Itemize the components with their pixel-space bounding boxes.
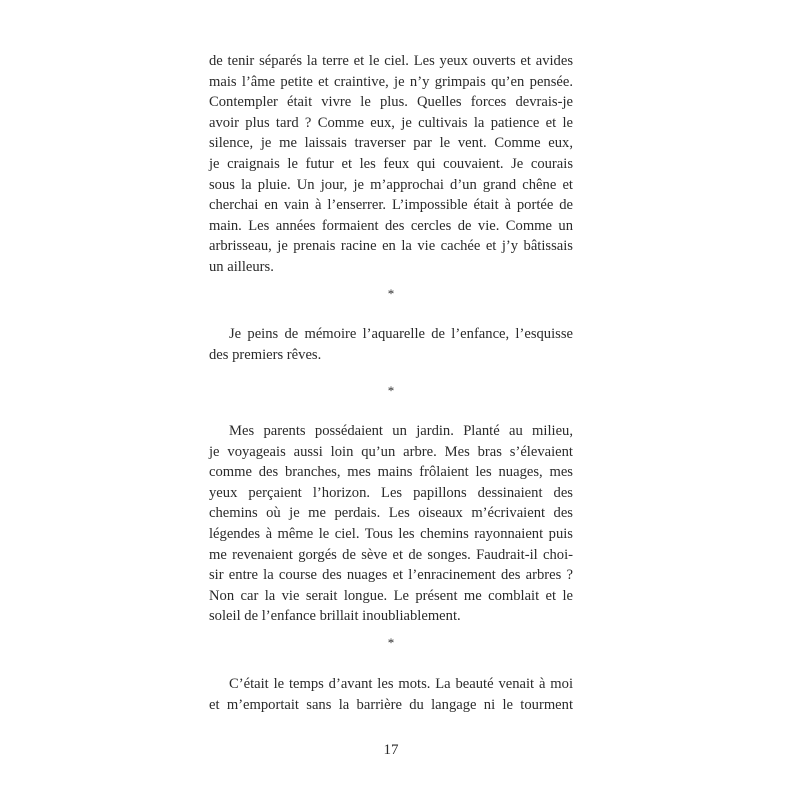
paragraph-2 <box>209 324 573 365</box>
text-line: silence, je me laissais traverser par le vent. Comme eux, <box>209 135 573 152</box>
text-line: C’était le temps d’avant les mots. La beauté venait à moi <box>229 676 573 692</box>
text-line: je voyageais aussi loin qu’un arbre. Mes bras s’élevaient <box>209 443 573 460</box>
text-line: légendes à même le ciel. Tous les chemins rayonnaient puis <box>209 525 573 542</box>
text-line: avoir plus tard ? Comme eux, je cultivais la patience et le <box>209 114 573 131</box>
paragraph-text <box>209 674 573 715</box>
section-separator: * <box>387 383 395 398</box>
text-line: me revenaient gorgés de sève et de songes. Faudrait-il choi- <box>209 546 573 563</box>
text-line: chemins où je me perdais. Les oiseaux m’écrivaient des <box>209 505 573 522</box>
page-number: 17 <box>383 742 399 758</box>
text-line: Mes parents possédaient un jardin. Planté au milieu, <box>229 423 573 439</box>
paragraph-3 <box>209 421 573 627</box>
text-line: sous la pluie. Un jour, je m’approchai d’un grand chêne et <box>209 176 573 193</box>
text-line: comme des branches, mes mains frôlaient les nuages, mes <box>209 464 573 481</box>
text-line: je craignais le futur et les feux qui couvaient. Je courais <box>209 155 573 172</box>
paragraph-text <box>209 51 573 278</box>
paragraph-1 <box>209 51 573 278</box>
text-line: un ailleurs. <box>209 258 274 275</box>
text-line: mais l’âme petite et craintive, je n’y grimpais qu’en pensée. <box>209 73 573 90</box>
text-line: et m’emportait sans la barrière du langage ni le tourment <box>209 696 573 713</box>
text-line: cherchai en vain à l’enserrer. L’impossible était à portée de <box>209 197 573 214</box>
text-line: arbrisseau, je prenais racine en la vie cachée et j’y bâtissais <box>209 238 573 255</box>
text-line: main. Les années formaient des cercles de vie. Comme un <box>209 217 573 234</box>
text-line: Je peins de mémoire l’aquarelle de l’enfance, l’esquisse <box>229 326 573 342</box>
text-line: des premiers rêves. <box>209 346 322 363</box>
text-line: yeux perçaient l’horizon. Les papillons dessinaient des <box>209 484 573 501</box>
text-line: sir entre la course des nuages et l’enracinement des arbres ? <box>209 567 573 584</box>
text-line: Non car la vie serait longue. Le présent me comblait et le <box>209 587 573 604</box>
paragraph-text <box>209 324 573 365</box>
text-line: Contempler était vivre le plus. Quelles forces devrais-je <box>209 94 573 111</box>
section-separator: * <box>387 635 395 650</box>
section-separator: * <box>387 286 395 301</box>
text-line: de tenir séparés la terre et le ciel. Les yeux ouverts et avides <box>209 53 573 69</box>
paragraph-text <box>209 421 573 627</box>
paragraph-4 <box>209 674 573 715</box>
text-line: soleil de l’enfance brillait inoubliablement. <box>209 608 461 625</box>
